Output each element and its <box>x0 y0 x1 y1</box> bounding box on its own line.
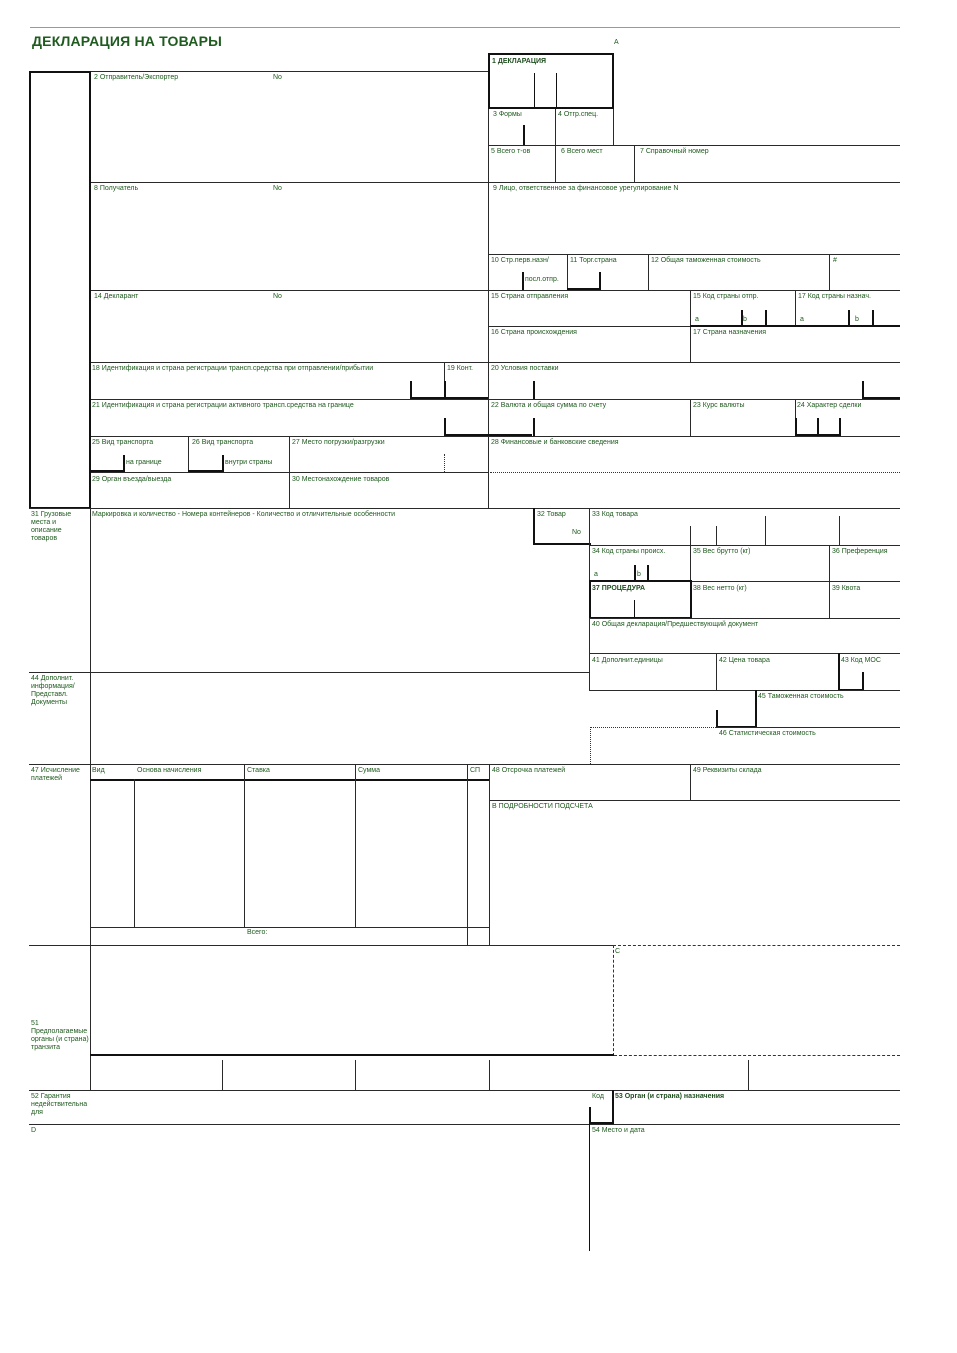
box-47-col-base: Основа начисления <box>137 767 202 774</box>
tick-32-h <box>533 543 591 545</box>
box-b-label: B ПОДРОБНОСТИ ПОДСЧЕТА <box>492 803 593 810</box>
box-1-divider-2 <box>556 73 557 109</box>
box-34-label: 34 Код страны происх. <box>592 548 666 555</box>
box-9-label: 9 Лицо, ответственное за финансовое урегулирование N <box>493 185 679 192</box>
box-20-label: 20 Условия поставки <box>491 365 559 372</box>
line-y254 <box>488 254 900 255</box>
dotted-46-left <box>590 727 591 764</box>
box-8-no: No <box>273 185 282 192</box>
box-21-label: 21 Идентификация и страна регистрации активного трансп.средства на границе <box>92 402 354 409</box>
box-17-label: 17 Страна назначения <box>693 329 767 336</box>
v-222 <box>222 1060 223 1090</box>
box-42-label: 42 Цена товара <box>719 657 770 664</box>
box-14-label: 14 Декларант <box>94 293 139 300</box>
box-27-label: 27 Место погрузки/разгрузки <box>292 439 385 446</box>
v-90-goods <box>90 508 91 764</box>
corner-a-label: A <box>614 39 619 46</box>
v-489-t <box>489 1060 490 1090</box>
line-y145 <box>488 145 900 146</box>
box-17a-label: 17 Код страны назнач. <box>798 293 871 300</box>
v-244 <box>244 764 245 927</box>
v-839-43 <box>838 653 840 691</box>
v-489-47 <box>489 764 490 946</box>
tick-10 <box>522 272 524 290</box>
box-40-label: 40 Общая декларация/Предшествующий документ <box>592 621 759 628</box>
box-36-label: 36 Преференция <box>832 548 888 555</box>
tick-33-d <box>839 516 840 545</box>
line-y1055 <box>90 1054 614 1056</box>
tick-34-b <box>647 565 649 581</box>
box-12-label: 12 Общая таможенная стоимость <box>651 257 761 264</box>
box-28-label: 28 Финансовые и банковские сведения <box>491 439 619 446</box>
box-6-label: 6 Всего мест <box>561 148 603 155</box>
box-8-label: 8 Получатель <box>94 185 139 192</box>
v-829-36 <box>829 545 830 619</box>
box-45-label: 45 Таможенная стоимость <box>758 693 844 700</box>
box-14-no: No <box>273 293 282 300</box>
v-188 <box>188 436 189 472</box>
box-17a-sub-b: b <box>855 316 859 323</box>
box-3-label: 3 Формы <box>493 111 522 118</box>
dotted-27 <box>444 454 445 472</box>
v-90-transit <box>90 1056 91 1090</box>
box-30-label: 30 Местонахождение товаров <box>292 476 390 483</box>
line-20-bottom <box>862 397 900 399</box>
box-15a-sub-a: a <box>695 316 699 323</box>
left-margin-box <box>29 71 91 509</box>
v-634 <box>634 145 635 182</box>
line-y1090 <box>29 1090 900 1091</box>
box-29-label: 29 Орган въезда/выезда <box>92 476 172 483</box>
box-51-label: 51 Предполагаемые органы (и страна) транзита <box>31 1020 89 1051</box>
line-y472-dotted <box>490 472 900 473</box>
tick-33-b <box>716 526 717 545</box>
box-35-label: 35 Вес брутто (кг) <box>693 548 751 555</box>
box-38-label: 38 Вес нетто (кг) <box>693 585 747 592</box>
tick-43-b <box>862 672 864 691</box>
box-7-label: 7 Справочный номер <box>640 148 709 155</box>
line-47-header <box>90 779 490 781</box>
box-47-total: Всего: <box>247 929 268 936</box>
box-23-label: 23 Курс валюты <box>693 402 745 409</box>
box-25-sub: на границе <box>126 459 162 466</box>
line-y182 <box>91 182 900 183</box>
box-11-label: 11 Торг.страна <box>570 257 617 264</box>
tick-33-a <box>690 526 691 545</box>
v-90-51 <box>90 945 91 1056</box>
box-1-label: 1 ДЕКЛАРАЦИЯ <box>492 58 547 65</box>
line-y290 <box>91 290 900 291</box>
box-52-label: 52 Гарантия недействительна для <box>31 1093 88 1116</box>
top-rule <box>30 27 900 28</box>
box-13-label: # <box>833 257 837 264</box>
line-y362 <box>91 362 900 363</box>
tick-37 <box>634 600 635 618</box>
box-17a-sub-a: a <box>800 316 804 323</box>
box-48-label: 48 Отсрочка платежей <box>492 767 566 774</box>
box-41-label: 41 Дополнит.единицы <box>592 657 663 664</box>
box-39-label: 39 Квота <box>832 585 861 592</box>
box-4-label: 4 Отгр.спец. <box>558 111 599 118</box>
box-26-label: 26 Вид транспорта <box>192 439 254 446</box>
v-567 <box>567 254 568 290</box>
dashed-c-bottom <box>614 1055 900 1056</box>
box-44-label: 44 Дополнит. информация/ Представл. Документы <box>31 675 75 706</box>
box-47-col-rate: Ставка <box>247 767 270 774</box>
v-289 <box>289 436 290 508</box>
v-829 <box>829 254 830 290</box>
box-26-sub: внутри страны <box>225 459 273 466</box>
box-22-label: 22 Валюта и общая сумма по счету <box>491 402 607 409</box>
tick-11-h <box>567 288 601 290</box>
line-y727 <box>716 727 900 728</box>
box-18-label: 18 Идентификация и страна регистрации трансп.средства при отправлении/прибытии <box>92 365 374 372</box>
tick-26-h <box>188 470 224 472</box>
tick-33-c <box>765 516 766 545</box>
form-title: ДЕКЛАРАЦИЯ НА ТОВАРЫ <box>32 33 223 49</box>
box-32-no: No <box>572 529 581 536</box>
tick-22-a <box>533 418 535 436</box>
box-31-desc: Маркировка и количество - Номера контейнеров - Количество и отличительные особенности <box>92 511 396 518</box>
tick-18-h <box>410 397 488 399</box>
box-47-label: 47 Исчисление платежей <box>31 767 80 782</box>
v-690-23 <box>690 399 691 436</box>
box-52-kod: Код <box>592 1093 604 1100</box>
v-748 <box>748 1060 749 1090</box>
tick-32-a <box>533 508 535 545</box>
tick-25-h <box>91 470 125 472</box>
box-19-label: 19 Конт. <box>447 365 473 372</box>
tick-20-a <box>533 381 535 399</box>
box-2-no: No <box>273 74 282 81</box>
v-648 <box>648 254 649 290</box>
center-divider <box>488 109 489 508</box>
v-614-top <box>613 109 614 145</box>
box-34-sub-a: a <box>594 571 598 578</box>
tick-17a-b <box>848 310 850 326</box>
box-15a-label: 15 Код страны отпр. <box>693 293 759 300</box>
box-37-label: 37 ПРОЦЕДУРА <box>592 585 646 592</box>
v-556-3-4 <box>555 109 556 182</box>
tick-24-b <box>817 418 819 436</box>
line-y690 <box>589 690 900 691</box>
box-47-col-sum: Сумма <box>358 767 380 774</box>
box-2-label: 2 Отправитель/Экспортер <box>94 74 179 81</box>
box-31-label: 31 Грузовые места и описание товаров <box>31 511 72 542</box>
v-90-47 <box>90 764 91 946</box>
box-10-sub: посл.отпр. <box>525 276 559 283</box>
tick-24-c <box>839 418 841 436</box>
line-y945 <box>29 945 613 946</box>
line-15a-bottom <box>690 325 900 327</box>
line-y472 <box>91 472 489 473</box>
box-15a-sub-b: b <box>743 316 747 323</box>
box-32-label: 32 Товар <box>537 511 566 518</box>
box-46-label: 46 Статистическая стоимость <box>719 730 816 737</box>
corner-c-label: C <box>615 948 621 955</box>
v-355-t <box>355 1060 356 1090</box>
tick-15a-end <box>765 310 767 326</box>
v-467 <box>467 764 468 946</box>
line-y1124 <box>29 1124 900 1125</box>
box-10-label: 10 Стр.перв.назн/ <box>491 257 549 264</box>
line-y508 <box>29 508 900 509</box>
box-5-label: 5 Всего т-ов <box>491 148 531 155</box>
tick-17a-end <box>872 310 874 326</box>
v-134 <box>134 779 135 927</box>
v-690-49 <box>690 764 691 800</box>
line-y618 <box>589 618 900 619</box>
line-y545 <box>589 545 900 546</box>
box-15-label: 15 Страна отправления <box>491 293 569 300</box>
box-49-label: 49 Реквизиты склада <box>693 767 762 774</box>
line-y653 <box>589 653 900 654</box>
box-47-col-sp: СП <box>470 767 481 774</box>
v-795 <box>795 290 796 326</box>
box-34-sub-b: b <box>637 571 641 578</box>
v-716 <box>716 653 717 691</box>
box-43-label: 43 Код МОС <box>841 657 881 664</box>
line-y399 <box>91 399 900 400</box>
dashed-c-left <box>613 945 614 1056</box>
line-y800 <box>489 800 900 801</box>
line-47-total <box>90 927 490 928</box>
corner-d-label: D <box>31 1127 37 1134</box>
box-47-col-kind: Вид <box>92 767 105 774</box>
line-y71 <box>91 71 488 72</box>
dotted-46-top <box>590 727 716 728</box>
box-1-divider-1 <box>534 73 535 109</box>
v-612-53 <box>612 1090 614 1124</box>
box-53-label: 53 Орган (и страна) назначения <box>615 1093 725 1100</box>
tick-34-a <box>634 565 636 581</box>
tick-21-h <box>444 434 532 436</box>
line-y436 <box>91 436 900 437</box>
v-589-54 <box>589 1124 590 1251</box>
line-y764 <box>29 764 900 765</box>
box-24-label: 24 Характер сделки <box>797 402 862 409</box>
dashed-c-top <box>613 945 900 946</box>
box-16-label: 16 Страна происхождения <box>491 329 577 336</box>
tick-18-b <box>444 381 446 399</box>
box-33-label: 33 Код товара <box>592 511 638 518</box>
box-25-label: 25 Вид транспорта <box>92 439 154 446</box>
line-y672 <box>29 672 589 673</box>
tick-3 <box>523 125 525 145</box>
tick-45-a <box>755 690 757 728</box>
box-54-label: 54 Место и дата <box>592 1127 645 1134</box>
v-355 <box>355 764 356 927</box>
